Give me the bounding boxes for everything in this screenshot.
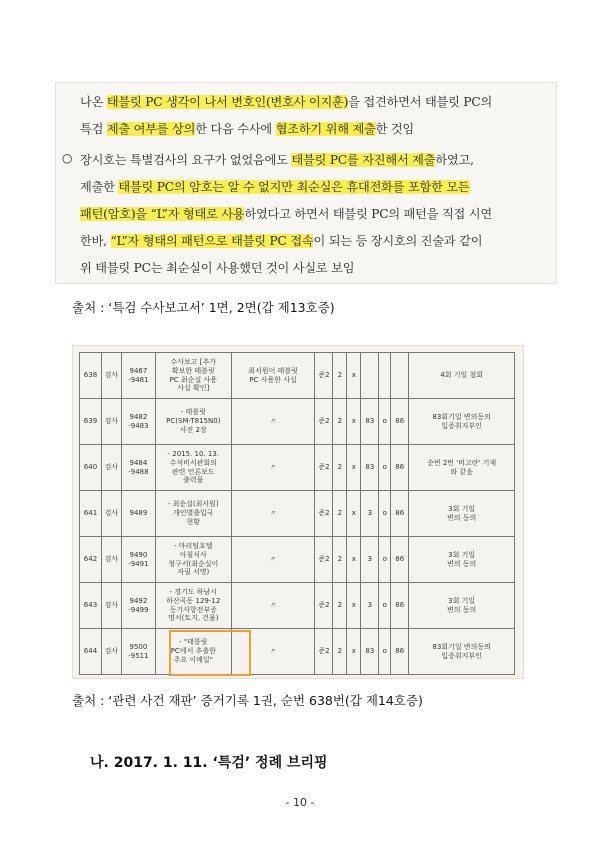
cell-n2 [391,353,409,399]
cell-no: 642 [80,537,102,583]
cell-n1: 3 [361,537,379,583]
cell-page: 9492 -9499 [121,583,155,629]
excerpt-line-1: 나온 태블릿 PC 생각이 나서 변호인(변호사 이지훈)을 접견하면서 태블릿 PC의 [80,95,493,109]
cell-title: - 2015. 10. 13. 수석비서관회의 관련 언론보도 출력물 [155,445,231,491]
cell-note: 〃 [231,491,315,537]
cell-remark: 83회기일 변의동의 입증취지부인 [409,629,515,675]
caption-source-2: 출처 : ‘관련 사건 재판’ 증거기록 1권, 순번 638번(갑 제14호증) [72,693,423,708]
cell-x: x [347,353,361,399]
cell-o: o [379,491,391,537]
cell-agency: 검사 [101,491,121,537]
cell-o [379,353,391,399]
table-row [80,445,515,491]
cell-x: x [347,399,361,445]
cell-note: 〃 [231,537,315,583]
table-row [80,629,515,675]
cell-cat: 준2 [315,537,333,583]
cell-n2: 86 [391,399,409,445]
cell-page: 9482 -9483 [121,399,155,445]
table-row [80,491,515,537]
cell-remark: 83회기일 변의동의 입증취지부인 [409,399,515,445]
cell-agency: 검사 [101,399,121,445]
cell-remark: 3회 기일 변의 동의 [409,537,515,583]
cell-cnt: 2 [333,629,347,675]
cell-note: 〃 [231,583,315,629]
cell-x: x [347,629,361,675]
table-row [80,353,515,399]
cell-o: o [379,629,391,675]
cell-cat: 준2 [315,629,333,675]
table-row [80,583,515,629]
cell-o: o [379,399,391,445]
section-heading: 나. 2017. 1. 11. ‘특검’ 정례 브리핑 [90,755,328,771]
cell-cnt: 2 [333,353,347,399]
cell-cnt: 2 [333,445,347,491]
cell-note: 〃 [231,445,315,491]
cell-note: 〃 [231,399,315,445]
cell-remark: 3회 기일 변의 동의 [409,583,515,629]
cell-n2: 86 [391,583,409,629]
cell-agency: 검사 [101,537,121,583]
cell-n1: 83 [361,399,379,445]
cell-page: 9489 [121,491,155,537]
cell-o: o [379,583,391,629]
table-row [80,537,515,583]
cell-no: 639 [80,399,102,445]
cell-note: 〃 [231,629,315,675]
cell-page: 9484 -9488 [121,445,155,491]
cell-cnt: 2 [333,399,347,445]
cell-agency: 검사 [101,629,121,675]
excerpt-line-4: 제출한 태블릿 PC의 암호는 알 수 없지만 최순실은 휴대전화를 포함한 모든 [80,180,470,194]
cell-x: x [347,537,361,583]
cell-no: 644 [80,629,102,675]
cell-cnt: 2 [333,583,347,629]
cell-title: 수사보고 [추가 확보한 태블릿 PC 최순실 사용 사실 확인] [155,353,231,399]
cell-n2: 86 [391,629,409,675]
cell-no: 640 [80,445,102,491]
cell-n2: 86 [391,491,409,537]
caption-source-1: 출처 : ‘특검 수사보고서’ 1면, 2면(갑 제13호증) [72,300,335,315]
excerpt-line-7: 위 태블릿 PC는 최순실이 사용했던 것이 사실로 보임 [80,261,355,275]
cell-remark: 4회 기일 철회 [409,353,515,399]
cell-title: - 최순실(최서원) 개인별출입국 현황 [155,491,231,537]
cell-remark: 순번 2번 '비고란' 기재 와 같음 [409,445,515,491]
cell-no: 638 [80,353,102,399]
bullet-icon: ○ [62,151,73,165]
cell-title: - 마리팀호텔 아침식사 청구서(최순실이 자필 서명) [155,537,231,583]
cell-title: - "태블릿 PC에서 추출한 주요 이메일" [155,629,231,675]
cell-remark: 3회 기일 변의 동의 [409,491,515,537]
excerpt-line-5: 패턴(암호)을 “L”자 형태로 사용하였다고 하면서 태블릿 PC의 패턴을 직접 시연 [80,207,492,221]
cell-n1: 3 [361,583,379,629]
cell-cat: 준2 [315,399,333,445]
cell-no: 643 [80,583,102,629]
cell-n1: 3 [361,491,379,537]
excerpt-line-2: 특검 제출 여부를 상의한 다음 수사에 협조하기 위해 제출한 것임 [80,122,415,136]
cell-cat: 준2 [315,491,333,537]
cell-cat: 준2 [315,353,333,399]
excerpt-line-6: 한바, “L”자 형태의 패턴으로 태블릿 PC 접속이 되는 등 장시호의 진술과 같이 [80,234,483,248]
cell-agency: 검사 [101,445,121,491]
cell-n2: 86 [391,445,409,491]
cell-x: x [347,583,361,629]
cell-n2: 86 [391,537,409,583]
cell-cat: 준2 [315,445,333,491]
evidence-table-scan [72,345,524,679]
cell-page: 9490 -9491 [121,537,155,583]
highlight-box [169,630,251,676]
cell-cnt: 2 [333,491,347,537]
cell-cnt: 2 [333,537,347,583]
excerpt-scan [55,82,557,284]
cell-x: x [347,491,361,537]
evidence-table [79,352,515,675]
cell-n1: 83 [361,445,379,491]
cell-no: 641 [80,491,102,537]
cell-n1: 83 [361,629,379,675]
cell-n1 [361,353,379,399]
table-row [80,399,515,445]
page-number: - 10 - [285,796,315,809]
cell-cat: 준2 [315,583,333,629]
cell-page: 9467 -9481 [121,353,155,399]
cell-page: 9500 -9511 [121,629,155,675]
cell-o: o [379,445,391,491]
cell-note: 최서원이 태블릿 PC 사용한 사실 [231,353,315,399]
cell-title: - 경기도 하남시 하산곡동 129-12 등기사항전부증 명서(토지, 건물) [155,583,231,629]
cell-x: x [347,445,361,491]
cell-agency: 검사 [101,353,121,399]
cell-o: o [379,537,391,583]
cell-title: - 태블릿 PC(SM-T815N0) 사진 2장 [155,399,231,445]
excerpt-line-3: 장시호는 특별검사의 요구가 없었음에도 태블릿 PC를 자진해서 제출하였고, [80,153,474,167]
cell-agency: 검사 [101,583,121,629]
